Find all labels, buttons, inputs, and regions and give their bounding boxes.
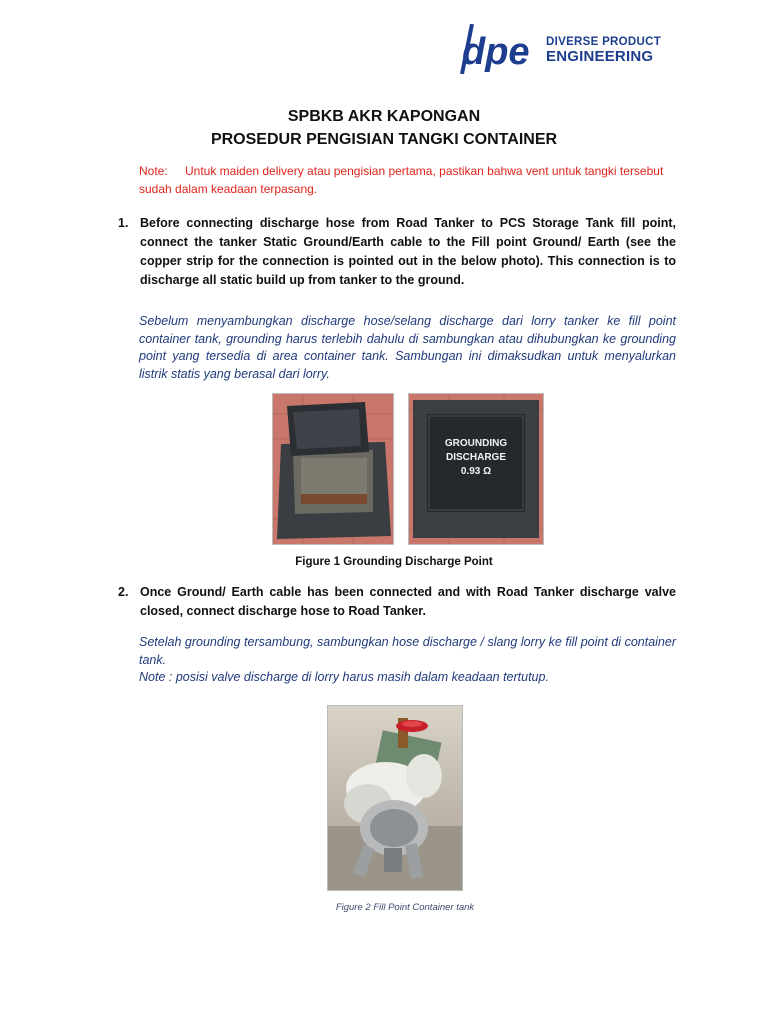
figure-1-caption: Figure 1 Grounding Discharge Point <box>295 556 493 568</box>
svg-text:dpe: dpe <box>462 31 530 73</box>
step-2-number: 2. <box>118 585 129 599</box>
step-2-indonesian-line1: Setelah grounding tersambung, sambungkan hose discharge / slang lorry ke fill point di container tank. <box>139 635 676 667</box>
step-1-english-text: Before connecting discharge hose from Road Tanker to PCS Storage Tank fill point, connect the tanker Static Ground/Earth cable to the Fill point Ground/ Earth (see the copper strip for the connection is pointed out in the below photo). This connection is to discharge all static build up from tanker to the ground. <box>140 216 676 287</box>
document-title-line1: SPBKB AKR KAPONGAN <box>287 108 481 125</box>
note-label: Note: <box>139 164 168 178</box>
logo-text-line2: ENGINEERING <box>546 48 654 65</box>
svg-text:DISCHARGE: DISCHARGE <box>445 452 507 463</box>
step-1-indonesian-text: Sebelum menyambungkan discharge hose/selang discharge dari lorry tanker ke fill point container tank, grounding harus terlebih dahulu di sambungkan atau dihubungkan ke grounding point yang tersedia di area container tank. Sambungan ini dimaksudkan untuk menyalurkan listrik statis yang berasal dari lorry. <box>139 314 676 381</box>
logo-text-line1: DIVERSE PRODUCT <box>546 36 662 48</box>
step-2-indonesian-line2: Note : posisi valve discharge di lorry harus masih dalam keadaan tertutup. <box>139 670 549 684</box>
company-logo <box>454 24 674 74</box>
step-2-english-text: Once Ground/ Earth cable has been connected and with Road Tanker discharge valve closed, connect discharge hose to Road Tanker. <box>140 585 676 618</box>
svg-text:GROUNDING: GROUNDING <box>444 438 508 449</box>
grounding-pit-open-photo <box>272 393 394 545</box>
figure-2-caption: Figure 2 Fill Point Container tank <box>335 902 475 913</box>
document-title-line2: PROSEDUR PENGISIAN TANGKI CONTAINER <box>210 131 558 148</box>
note-text: Untuk maiden delivery atau pengisian pertama, pastikan bahwa vent untuk tangki tersebut sudah dalam keadaan terpasang. <box>139 164 664 196</box>
dpe-logo-icon <box>454 24 540 74</box>
fill-point-valve-photo <box>327 705 463 891</box>
maiden-delivery-note <box>139 162 679 198</box>
grounding-discharge-cover-photo <box>408 393 544 545</box>
svg-text:0.93 Ω: 0.93 Ω <box>460 466 492 477</box>
step-2-indonesian-text <box>139 634 676 687</box>
step-1-number: 1. <box>118 216 129 230</box>
